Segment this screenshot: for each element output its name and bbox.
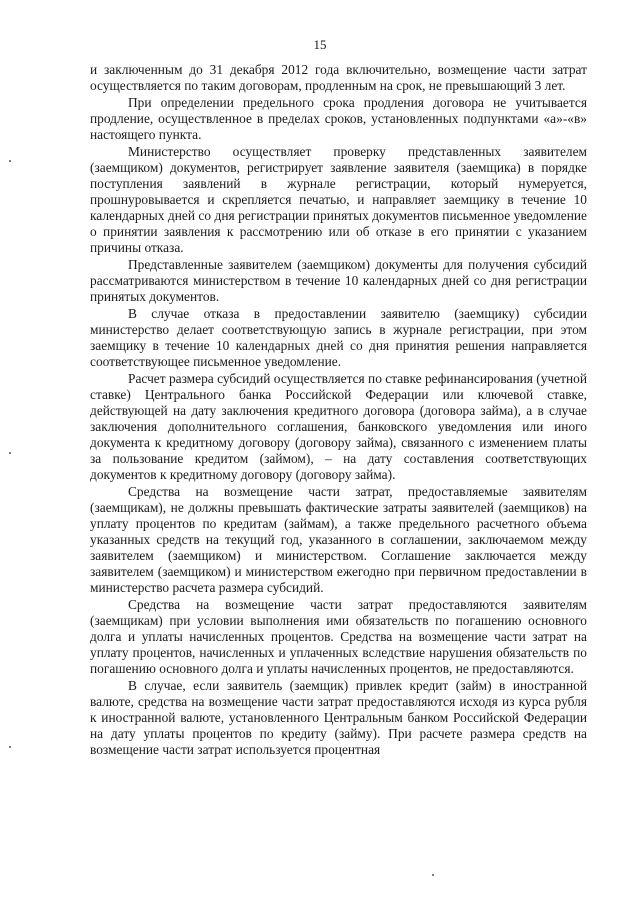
paragraph: Средства на возмещение части затрат предоставляются заявителям (заемщикам) при условии выполнения ими обязательств по погашению основного долга и уплаты начисленных процентов. Средства на возмещение части затрат на уплату процентов, начисленных и уплаченных вследствие нарушения обязательств по погашению основного долга и уплаты начисленных процентов, не предоставляются.: [90, 597, 587, 676]
scan-mark: [9, 746, 11, 748]
paragraph: В случае, если заявитель (заемщик) привлек кредит (займ) в иностранной валюте, средства на возмещение части затрат предоставляются исходя из курса рубля к иностранной валюте, установленного Центральным банком Российской Федерации на дату уплаты процентов по кредиту (займу). При расчете размера средств на возмещение части затрат используется процентная: [90, 678, 587, 757]
paragraph: Расчет размера субсидий осуществляется по ставке рефинансирования (учетной ставке) Центрального банка Российской Федерации или ключевой ставке, действующей на дату заключения кредитного договора (договора займа), а в случае заключения дополнительного соглашения, банковского уведомления или иного документа к кредитному договору (договору займа), связанного с изменением платы за пользование кредитом (займом), – на дату составления соответствующих документов к кредитному договору (договору займа).: [90, 371, 588, 482]
scan-mark: [432, 874, 434, 876]
scan-mark: [9, 452, 11, 454]
paragraph: Представленные заявителем (заемщиком) документы для получения субсидий рассматриваются министерством в течение 10 календарных дней со дня регистрации принятых документов.: [90, 257, 587, 304]
paragraph: и заключенным до 31 декабря 2012 года включительно, возмещение части затрат осуществляется по таким договорам, продленным на срок, не превышающий 3 лет.: [90, 62, 587, 93]
scan-mark: [9, 160, 11, 162]
paragraph: При определении предельного срока продления договора не учитывается продление, осуществленное в пределах сроков, установленных подпунктами «а»-«в» настоящего пункта.: [90, 95, 587, 142]
page-number: 15: [313, 37, 327, 52]
paragraph: Министерство осуществляет проверку представленных заявителем (заемщиком) документов, регистрирует заявление заявителя (заемщика) в порядке поступления заявлений в журнале регистрации, который нумеруется, прошнуровывается и скрепляется печатью, и направляет заемщику в течение 10 календарных дней со дня регистрации принятых документов письменное уведомление о принятии заявления к рассмотрению или об отказе в его принятии с указанием причины отказа.: [90, 144, 587, 255]
document-body: [90, 62, 587, 759]
paragraph: Средства на возмещение части затрат, предоставляемые заявителям (заемщикам), не должны превышать фактические затраты заявителей (заемщиков) на уплату процентов по кредитам (займам), а также предельного расчетного объема указанных средств на текущий год, указанного в соглашении, заключаемом между заявителем (заемщиком) и министерством. Соглашение заключается между заявителем (заемщиком) и министерством ежегодно при первичном предоставлении в министерство расчета размера субсидий.: [90, 484, 587, 595]
paragraph: В случае отказа в предоставлении заявителю (заемщику) субсидии министерство делает соответствующую запись в журнале регистрации, при этом заемщику в течение 10 календарных дней со дня принятия решения направляется соответствующее письменное уведомление.: [90, 306, 587, 369]
